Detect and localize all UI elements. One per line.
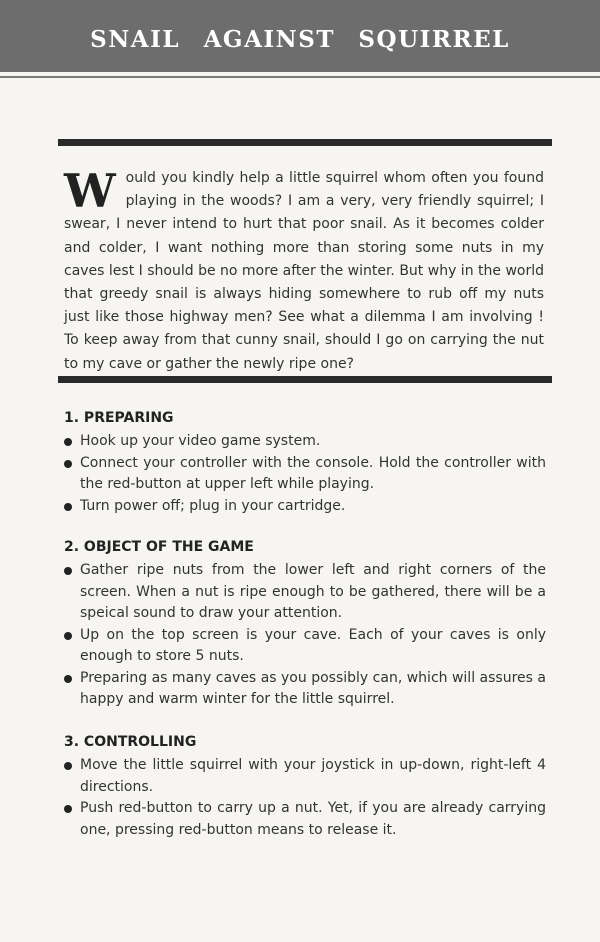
section-object-of-the-game (64, 536, 546, 711)
list-item: Up on the top screen is your cave. Each of your caves is only enough to store 5 nuts. (64, 625, 546, 668)
bottom-rule (58, 376, 552, 383)
section-preparing (64, 407, 546, 517)
page-title: SNAIL AGAINST SQUIRREL (90, 26, 510, 53)
bullet-icon (64, 438, 72, 446)
intro-paragraph (64, 164, 544, 376)
intro-text: ould you kindly help a little squirrel whom often you found playing in the woods? I am a very, very friendly squirrel; I swear, I never intend to hurt that poor snail. As it becomes colder and colder, I want nothing more than storing some nuts in my caves lest I should be no more after the winter. But why in the world that greedy snail is always hiding somewhere to rub off my nuts just like those highway men? See what a dilemma I am involving ! To keep away from that cunny snail, should I go on carrying the nut to my cave or gather the newly ripe one? (64, 170, 544, 372)
bullet-icon (64, 762, 72, 770)
section-controlling (64, 731, 546, 841)
list-item: Push red-button to carry up a nut. Yet, if you are already carrying one, pressing red-button means to release it. (64, 798, 546, 841)
section-heading: 1. PREPARING (64, 410, 174, 426)
bullet-icon (64, 567, 72, 575)
bullet-icon (64, 503, 72, 511)
bullet-icon (64, 675, 72, 683)
bullet-icon (64, 460, 72, 468)
bullet-icon (64, 632, 72, 640)
list-item: Move the little squirrel with your joystick in up-down, right-left 4 directions. (64, 755, 546, 798)
section-heading: 2. OBJECT OF THE GAME (64, 539, 254, 555)
top-rule (58, 139, 552, 146)
header-divider (0, 76, 600, 78)
bullet-icon (64, 805, 72, 813)
list-item: Hook up your video game system. (64, 431, 546, 453)
list-item: Preparing as many caves as you possibly can, which will assures a happy and warm winter for the little squirrel. (64, 668, 546, 711)
list-item: Gather ripe nuts from the lower left and right corners of the screen. When a nut is ripe enough to be gathered, there will be a speical sound to draw your attention. (64, 560, 546, 625)
drop-cap: W (64, 164, 116, 218)
list-item: Connect your controller with the console. Hold the controller with the red-button at upper left while playing. (64, 453, 546, 496)
section-heading: 3. CONTROLLING (64, 734, 197, 750)
list-item: Turn power off; plug in your cartridge. (64, 496, 546, 518)
